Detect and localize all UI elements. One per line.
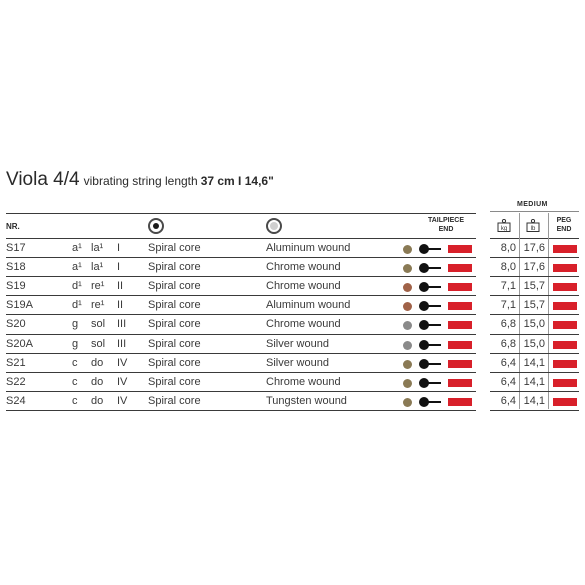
- ball-end-stem: [427, 324, 441, 326]
- title-length: 37 cm I 14,6": [200, 174, 274, 188]
- cell-note: d¹: [72, 280, 82, 293]
- cell-string-number: II: [117, 299, 124, 312]
- cell-tension-kg: 6,4: [500, 394, 516, 407]
- cell-tension-kg: 8,0: [500, 242, 516, 254]
- cell-string-number: IV: [117, 356, 128, 369]
- cell-nr: S21: [6, 356, 26, 369]
- cell-solfege: la¹: [91, 261, 104, 274]
- cell-note: c: [72, 375, 78, 388]
- cell-note: g: [72, 318, 79, 331]
- cell-tension-lb: 17,6: [523, 261, 545, 274]
- table-row: [0, 277, 585, 296]
- cell-solfege: do: [91, 394, 104, 407]
- cell-note: g: [72, 337, 79, 350]
- cell-string-number: IV: [117, 394, 128, 407]
- cell-nr: S19: [6, 280, 26, 293]
- cell-tension-lb: 14,1: [523, 375, 545, 388]
- peg-end-color-marker: [553, 302, 577, 310]
- winding-color-dot: [403, 264, 412, 273]
- lb-weight-icon: [526, 219, 540, 232]
- tailpiece-end-color-marker: [448, 379, 472, 387]
- cell-winding: Chrome wound: [266, 280, 341, 293]
- cell-winding: Silver wound: [266, 356, 329, 369]
- peg-end-color-marker: [553, 321, 577, 329]
- tailpiece-end-color-marker: [448, 398, 472, 406]
- row-separator: [6, 410, 476, 411]
- cell-nr: S24: [6, 394, 26, 407]
- table-row: [0, 335, 585, 354]
- cell-tension-lb: 15,7: [523, 280, 545, 293]
- peg-end-color-marker: [553, 283, 577, 291]
- cell-winding: Chrome wound: [266, 375, 341, 388]
- tailpiece-end-color-marker: [448, 264, 472, 272]
- cell-note: a¹: [72, 242, 82, 254]
- cell-tension-kg: 7,1: [500, 280, 516, 293]
- peg-end-color-marker: [553, 264, 577, 272]
- cell-core: Spiral core: [148, 318, 201, 331]
- peg-end-color-marker: [553, 379, 577, 387]
- cell-tension-kg: 6,8: [500, 318, 516, 331]
- winding-color-dot: [403, 360, 412, 369]
- spiral-core-icon: [148, 218, 164, 234]
- winding-color-dot: [403, 245, 412, 254]
- cell-tension-lb: 14,1: [523, 394, 545, 407]
- cell-nr: S19A: [6, 299, 33, 312]
- peg-end-color-marker: [553, 360, 577, 368]
- cell-solfege: do: [91, 375, 104, 388]
- tailpiece-end-color-marker: [448, 321, 472, 329]
- cell-solfege: re¹: [91, 299, 105, 312]
- cell-tension-kg: 6,8: [500, 337, 516, 350]
- cell-tension-lb: 17,6: [523, 242, 545, 254]
- peg-end-color-marker: [553, 245, 577, 253]
- title-main: Viola 4/4: [6, 169, 80, 190]
- tailpiece-end-color-marker: [448, 245, 472, 253]
- peg-end-color-marker: [553, 341, 577, 349]
- ball-end-stem: [427, 401, 441, 403]
- medium-rule: [490, 211, 579, 212]
- tailpiece-end-color-marker: [448, 341, 472, 349]
- tailpiece-end-color-marker: [448, 360, 472, 368]
- table-row: [0, 354, 585, 373]
- cell-nr: S22: [6, 375, 26, 388]
- table-row: [0, 373, 585, 392]
- cell-core: Spiral core: [148, 394, 201, 407]
- cell-nr: S17: [6, 242, 26, 254]
- winding-color-dot: [403, 379, 412, 388]
- tailpiece-end-color-marker: [448, 302, 472, 310]
- cell-string-number: I: [117, 242, 121, 254]
- cell-nr: S20: [6, 318, 26, 331]
- cell-winding: Chrome wound: [266, 318, 341, 331]
- table-row: [0, 315, 585, 334]
- cell-note: a¹: [72, 261, 82, 274]
- cell-core: Spiral core: [148, 299, 201, 312]
- kg-unit-label: kg: [500, 226, 508, 232]
- cell-nr: S18: [6, 261, 26, 274]
- peg-end-color-marker: [553, 398, 577, 406]
- cell-winding: Tungsten wound: [266, 394, 347, 407]
- cell-core: Spiral core: [148, 356, 201, 369]
- cell-winding: Aluminum wound: [266, 299, 351, 312]
- cell-tension-kg: 7,1: [500, 299, 516, 312]
- ball-end-stem: [427, 363, 441, 365]
- cell-tension-lb: 15,0: [523, 337, 545, 350]
- tailpiece-end-color-marker: [448, 283, 472, 291]
- cell-core: Spiral core: [148, 375, 201, 388]
- cell-solfege: re¹: [91, 280, 105, 293]
- kg-weight-icon: [497, 219, 511, 232]
- table-row: [0, 258, 585, 277]
- cell-core: Spiral core: [148, 261, 201, 274]
- cell-tension-kg: 6,4: [500, 375, 516, 388]
- cell-note: c: [72, 394, 78, 407]
- table-row: [0, 239, 585, 258]
- header-top-rule: [6, 213, 476, 214]
- winding-color-dot: [403, 302, 412, 311]
- cell-string-number: II: [117, 280, 124, 293]
- medium-label: MEDIUM: [517, 201, 548, 208]
- cell-tension-lb: 14,1: [523, 356, 545, 369]
- table-row: [0, 392, 585, 411]
- cell-note: c: [72, 356, 78, 369]
- cell-string-number: III: [117, 337, 127, 350]
- cell-solfege: la¹: [91, 242, 104, 254]
- row-separator-right: [490, 410, 579, 411]
- cell-winding: Silver wound: [266, 337, 329, 350]
- cell-tension-lb: 15,0: [523, 318, 545, 331]
- cell-tension-kg: 6,4: [500, 356, 516, 369]
- winding-color-dot: [403, 321, 412, 330]
- ball-end-stem: [427, 305, 441, 307]
- winding-color-dot: [403, 283, 412, 292]
- lb-unit-label: lb: [530, 226, 536, 232]
- cell-core: Spiral core: [148, 242, 201, 254]
- cell-core: Spiral core: [148, 280, 201, 293]
- winding-icon: [266, 218, 282, 234]
- cell-nr: S20A: [6, 337, 33, 350]
- ball-end-stem: [427, 248, 441, 250]
- cell-tension-kg: 8,0: [500, 261, 516, 274]
- winding-color-dot: [403, 341, 412, 350]
- table-row: [0, 296, 585, 315]
- cell-tension-lb: 15,7: [523, 299, 545, 312]
- ball-end-stem: [427, 344, 441, 346]
- cell-solfege: sol: [91, 337, 106, 350]
- cell-winding: Aluminum wound: [266, 242, 351, 254]
- ball-end-stem: [427, 286, 441, 288]
- winding-color-dot: [403, 398, 412, 407]
- cell-solfege: sol: [91, 318, 106, 331]
- column-header-peg-end: PEG END: [556, 217, 572, 233]
- cell-note: d¹: [72, 299, 82, 312]
- table-title: [6, 169, 274, 191]
- ball-end-stem: [427, 382, 441, 384]
- title-subtitle: vibrating string length: [83, 174, 198, 188]
- cell-string-number: I: [117, 261, 121, 274]
- cell-winding: Chrome wound: [266, 261, 341, 274]
- ball-end-stem: [427, 267, 441, 269]
- cell-string-number: IV: [117, 375, 128, 388]
- cell-core: Spiral core: [148, 337, 201, 350]
- column-header-nr: NR.: [6, 222, 20, 231]
- column-header-tailpiece-end: TAILPIECE END: [427, 217, 465, 233]
- cell-solfege: do: [91, 356, 104, 369]
- cell-string-number: III: [117, 318, 127, 331]
